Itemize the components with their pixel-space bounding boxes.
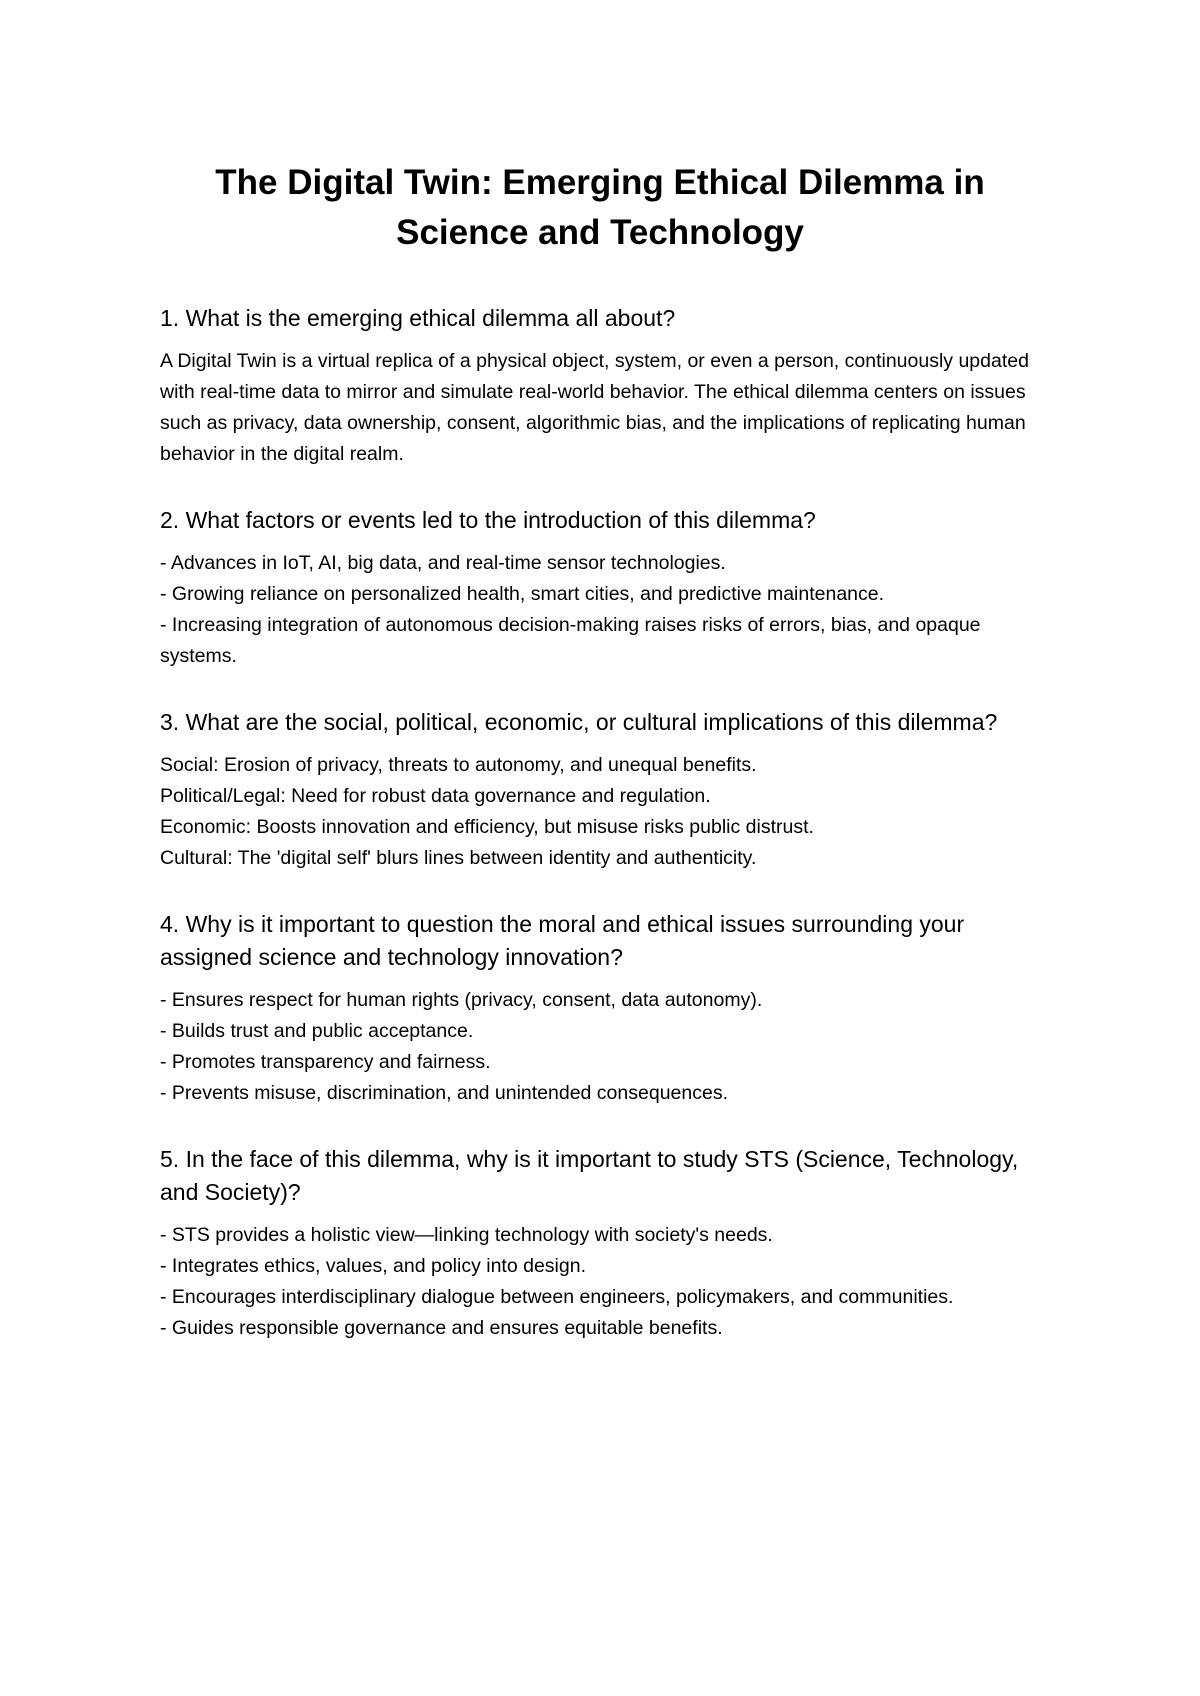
answer-5-line: - STS provides a holistic view—linking technology with society's needs. [160,1224,773,1246]
answer-4-line: - Ensures respect for human rights (privacy, consent, data autonomy). [160,989,763,1011]
title-line-1: The Digital Twin: Emerging Ethical Dilemma in [215,163,985,202]
answer-3-line: Political/Legal: Need for robust data governance and regulation. [160,785,711,807]
section-3 [160,706,1060,874]
section-5 [160,1143,1060,1344]
answer-5-line: - Encourages interdisciplinary dialogue between engineers, policymakers, and communities. [160,1286,954,1308]
question-2: 2. What factors or events led to the introduction of this dilemma? [160,507,816,533]
document-body [160,302,1060,1378]
question-5: 5. In the face of this dilemma, why is it important to study STS (Science, Technology, and Society)? [160,1146,1019,1205]
answer-1-paragraph: A Digital Twin is a virtual replica of a physical object, system, or even a person, continuously updated with real-time data to mirror and simulate real-world behavior. The ethical dilemma centers on issues such as privacy, data ownership, consent, algorithmic bias, and the implications of replicating human behavior in the digital realm. [160,350,1029,465]
section-4 [160,908,1060,1109]
question-3: 3. What are the social, political, economic, or cultural implications of this dilemma? [160,709,998,735]
answer-2-line: - Advances in IoT, AI, big data, and real-time sensor technologies. [160,552,726,574]
answer-2-line: - Increasing integration of autonomous decision-making raises risks of errors, bias, and opaque systems. [160,614,981,667]
title-line-2: Science and Technology [396,213,804,252]
answer-5-line: - Guides responsible governance and ensures equitable benefits. [160,1317,723,1339]
answer-3-line: Cultural: The 'digital self' blurs lines between identity and authenticity. [160,847,757,869]
answer-2-line: - Growing reliance on personalized health, smart cities, and predictive maintenance. [160,583,885,605]
answer-3-line: Economic: Boosts innovation and efficiency, but misuse risks public distrust. [160,816,814,838]
answer-5-line: - Integrates ethics, values, and policy into design. [160,1255,586,1277]
answer-3-line: Social: Erosion of privacy, threats to autonomy, and unequal benefits. [160,754,757,776]
answer-4-line: - Promotes transparency and fairness. [160,1051,491,1073]
section-1 [160,302,1060,470]
question-4: 4. Why is it important to question the moral and ethical issues surrounding your assigned science and technology innovation? [160,911,965,970]
section-2 [160,504,1060,672]
answer-4-line: - Builds trust and public acceptance. [160,1020,474,1042]
document-title [120,158,1080,258]
answer-4-line: - Prevents misuse, discrimination, and unintended consequences. [160,1082,728,1104]
question-1: 1. What is the emerging ethical dilemma all about? [160,305,676,331]
